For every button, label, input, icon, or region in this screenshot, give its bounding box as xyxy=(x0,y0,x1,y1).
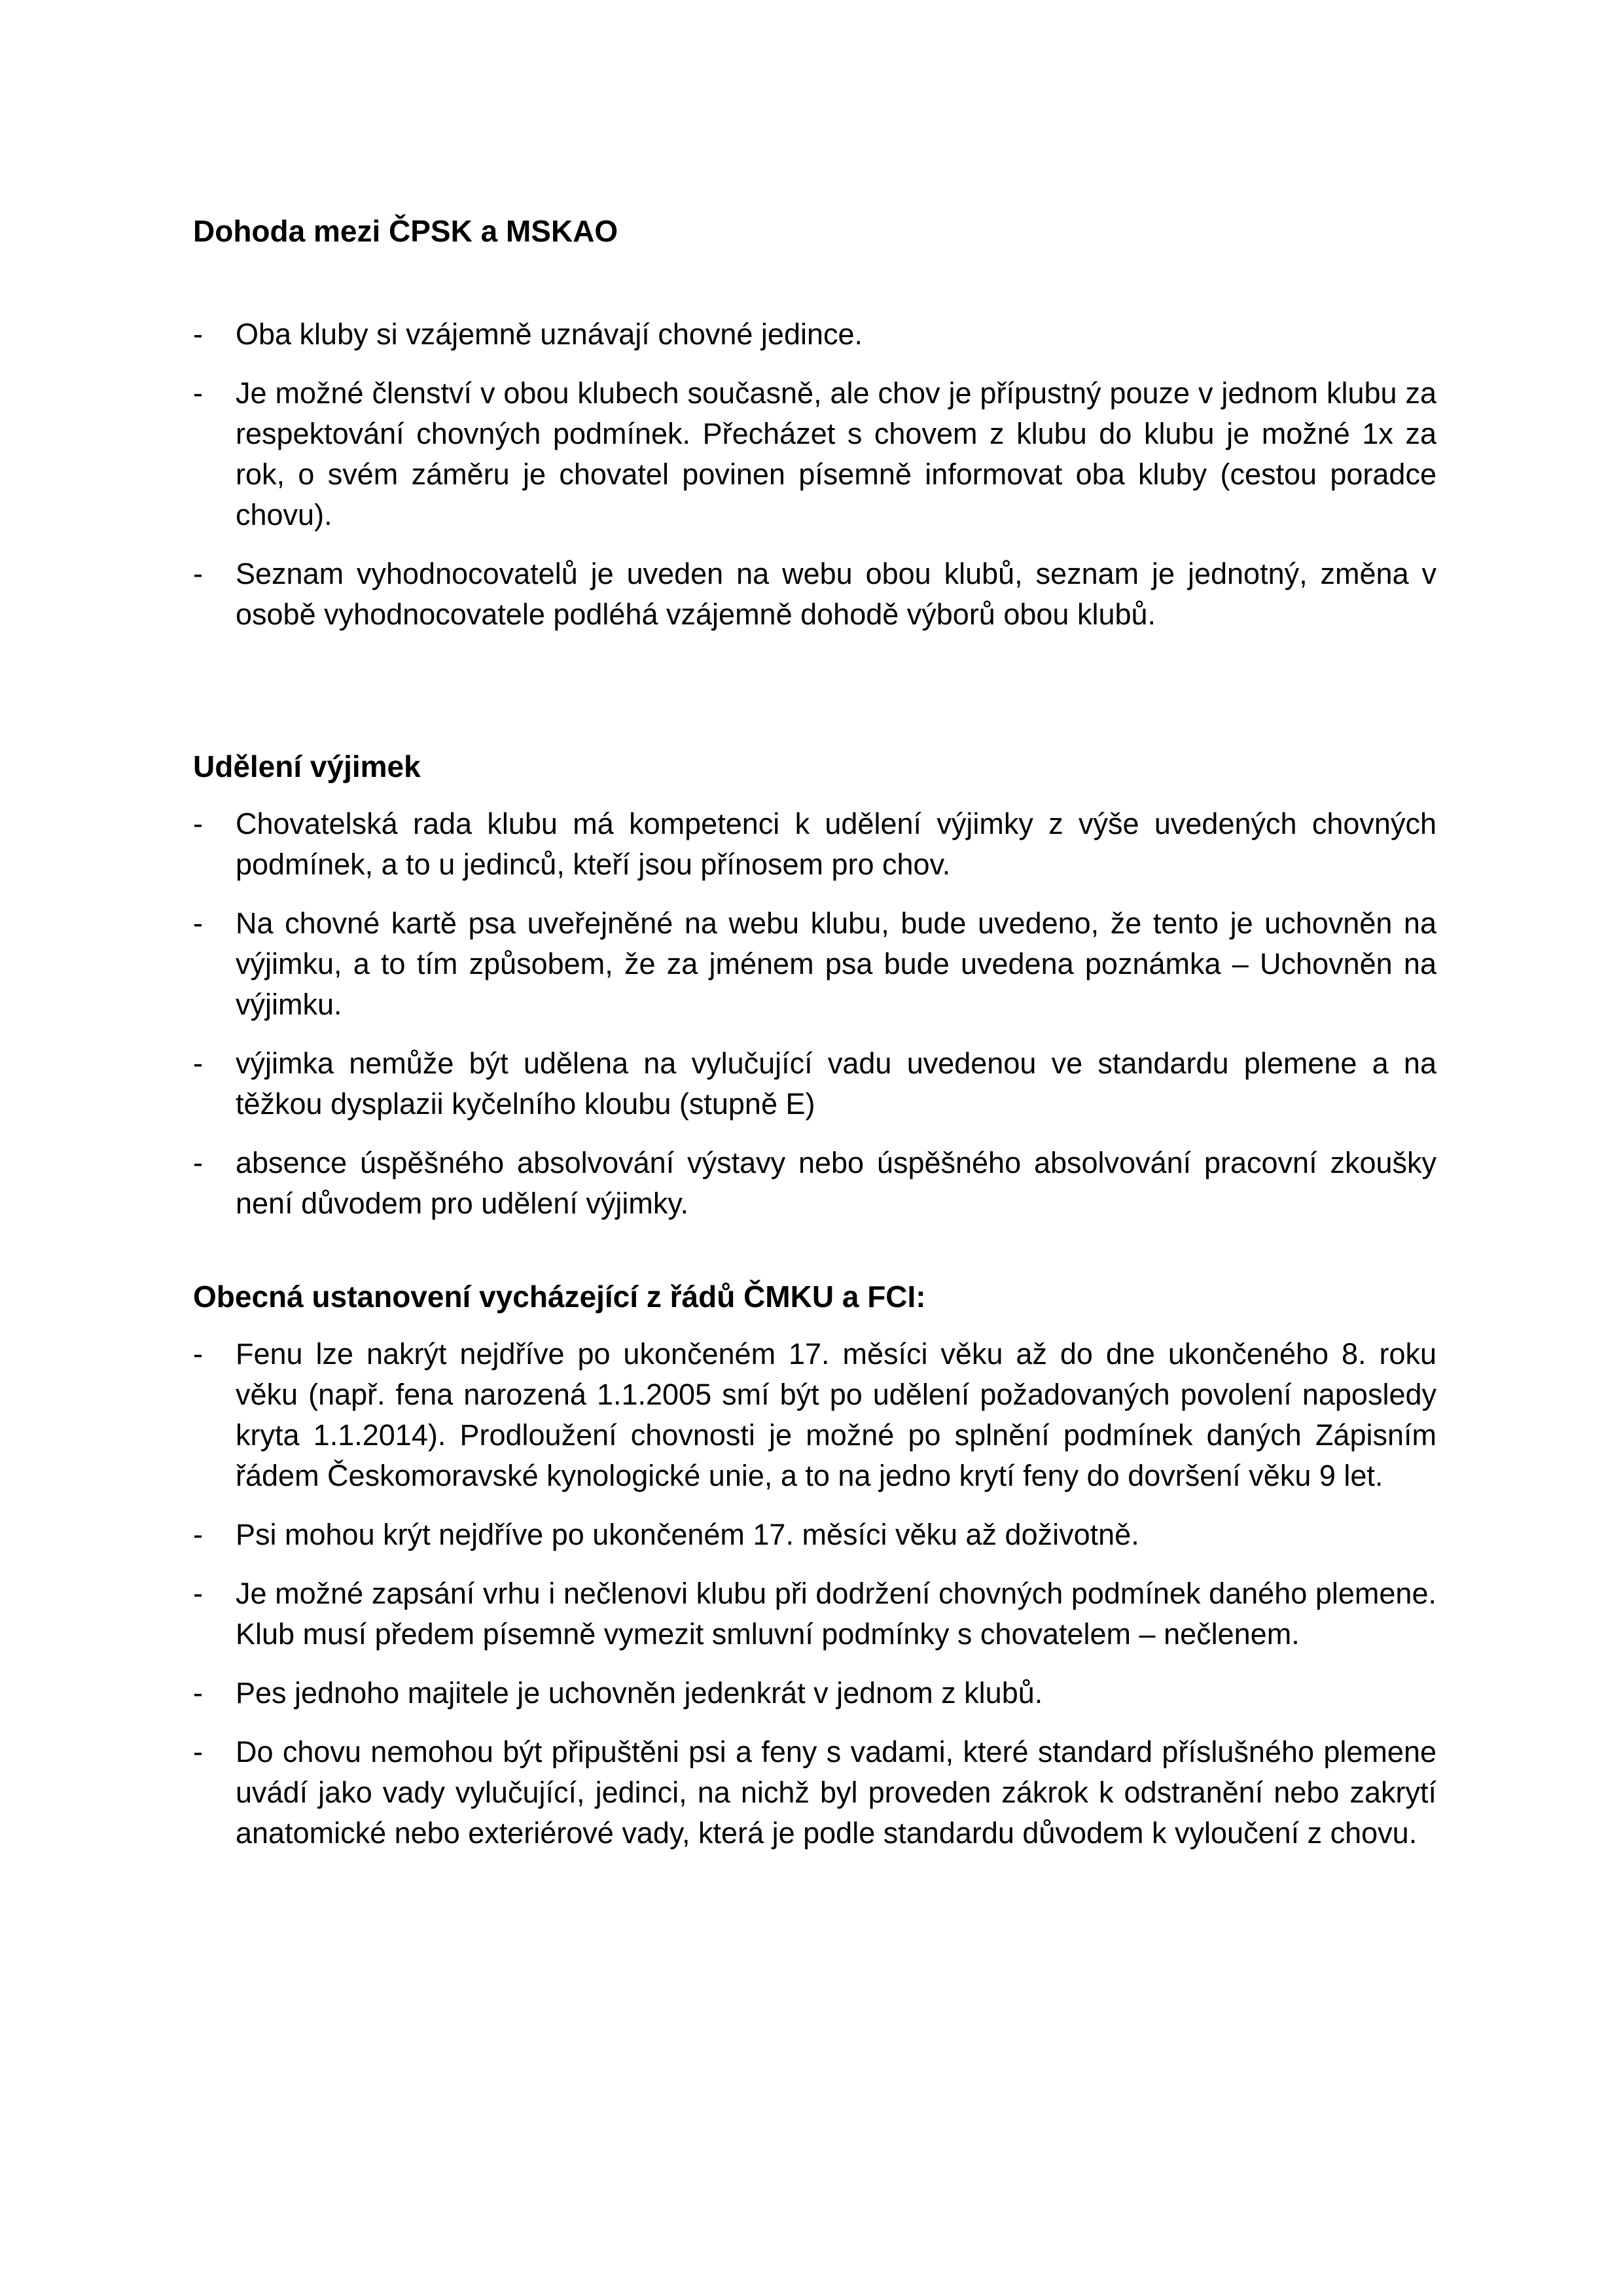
bullet-dash-marker: - xyxy=(193,1047,203,1080)
bullet-dash-marker: - xyxy=(193,1518,203,1551)
bullet-item xyxy=(193,554,1436,635)
bullet-dash-marker: - xyxy=(193,557,203,590)
bullet-item xyxy=(193,1143,1436,1224)
bullet-text: Pes jednoho majitele je uchovněn jedenkrát v jednom z klubů. xyxy=(236,1676,1043,1710)
bullet-text: Psi mohou krýt nejdříve po ukončeném 17. měsíci věku až doživotně. xyxy=(236,1518,1139,1551)
document-body xyxy=(193,314,1436,1854)
bullet-dash-marker: - xyxy=(193,1577,203,1610)
bullet-text: Chovatelská rada klubu má kompetenci k udělení výjimky z výše uvedených chovných podmínek, a to u jedinců, kteří jsou přínosem pro chov. xyxy=(236,807,1436,881)
bullet-item xyxy=(193,1515,1436,1555)
bullet-item xyxy=(193,804,1436,885)
bullet-item xyxy=(193,314,1436,355)
bullet-dash-marker: - xyxy=(193,1146,203,1179)
bullet-item xyxy=(193,373,1436,535)
bullet-dash-marker: - xyxy=(193,317,203,351)
bullet-dash-marker: - xyxy=(193,807,203,840)
section-heading: Obecná ustanovení vycházející z řádů ČMKU a FCI: xyxy=(193,1280,926,1314)
bullet-dash-marker: - xyxy=(193,906,203,940)
bullet-text: Oba kluby si vzájemně uznávají chovné jedince. xyxy=(236,317,863,351)
bullet-item xyxy=(193,1732,1436,1854)
bullet-dash-marker: - xyxy=(193,1735,203,1768)
bullet-text: absence úspěšného absolvování výstavy nebo úspěšného absolvování pracovní zkoušky není důvodem pro udělení výjimky. xyxy=(236,1146,1436,1220)
bullet-item xyxy=(193,1673,1436,1713)
bullet-text: Do chovu nemohou být připuštěni psi a feny s vadami, které standard příslušného plemene uvádí jako vady vylučující, jedinci, na nichž byl proveden zákrok k odstranění nebo zakrytí anatomické nebo exteriérové vady, která je podle standardu důvodem k vyloučení z chovu. xyxy=(236,1735,1436,1850)
bullet-item xyxy=(193,903,1436,1025)
bullet-dash-marker: - xyxy=(193,1676,203,1710)
bullet-dash-marker: - xyxy=(193,376,203,410)
bullet-dash-marker: - xyxy=(193,1337,203,1371)
bullet-item xyxy=(193,1573,1436,1655)
bullet-item xyxy=(193,1043,1436,1124)
bullet-text: Je možné zapsání vrhu i nečlenovi klubu při dodržení chovných podmínek daného plemene. Klub musí předem písemně vymezit smluvní podmínky s chovatelem – nečlenem. xyxy=(236,1577,1436,1651)
bullet-item xyxy=(193,1334,1436,1496)
bullet-text: Fenu lze nakrýt nejdříve po ukončeném 17. měsíci věku až do dne ukončeného 8. roku věku (např. fena narozená 1.1.2005 smí být po udělení požadovaných povolení naposledy kryta 1.1.2014). Prodloužení chovnosti je možné po splnění podmínek daných Zápisním řádem Českomoravské kynologické unie, a to na jedno krytí feny do dovršení věku 9 let. xyxy=(236,1337,1436,1492)
section-heading: Udělení výjimek xyxy=(193,749,421,783)
document-title: Dohoda mezi ČPSK a MSKAO xyxy=(193,214,618,248)
bullet-text: Je možné členství v obou klubech současně, ale chov je přípustný pouze v jednom klubu za respektování chovných podmínek. Přecházet s chovem z klubu do klubu je možné 1x za rok, o svém záměru je chovatel povinen písemně informovat oba kluby (cestou poradce chovu). xyxy=(236,376,1436,531)
bullet-text: Na chovné kartě psa uveřejněné na webu klubu, bude uvedeno, že tento je uchovněn na výjimku, a to tím způsobem, že za jménem psa bude uvedena poznámka – Uchovněn na výjimku. xyxy=(236,906,1436,1021)
bullet-text: výjimka nemůže být udělena na vylučující vadu uvedenou ve standardu plemene a na těžkou dysplazii kyčelního kloubu (stupně E) xyxy=(236,1047,1436,1121)
bullet-text: Seznam vyhodnocovatelů je uveden na webu obou klubů, seznam je jednotný, změna v osobě vyhodnocovatele podléhá vzájemně dohodě výborů obou klubů. xyxy=(236,557,1436,631)
